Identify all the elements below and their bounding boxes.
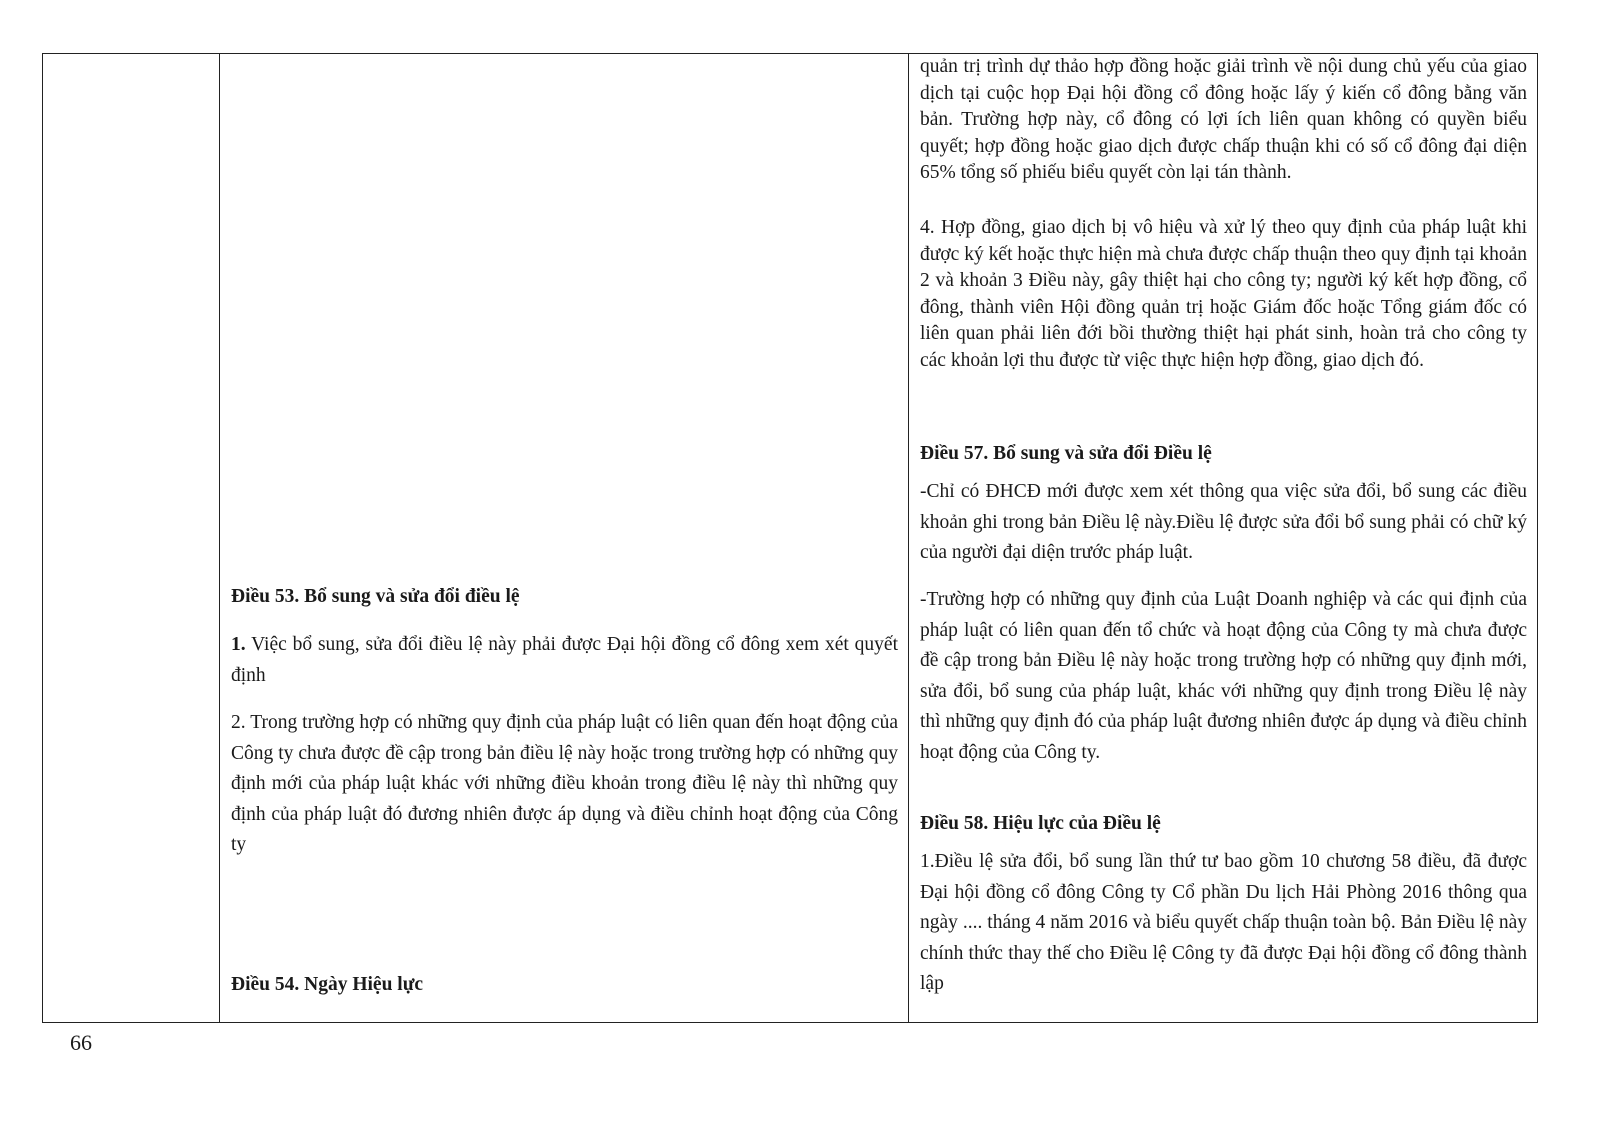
article-58-paragraph-1: 1.Điều lệ sửa đổi, bổ sung lần thứ tư bao gồm 10 chương 58 điều, đã được Đại hội đồng cổ đông Công ty Cổ phần Du lịch Hải Phòng 2016 thông qua ngày .... tháng 4 năm 2016 và biểu quyết chấp thuận toàn bộ. Bản Điều lệ này chính thức thay thế cho Điều lệ Công ty đã được Đại hội đồng cổ đông thành lập — [920, 851, 1527, 994]
continued-paragraph-3: quản trị trình dự thảo hợp đồng hoặc giải trình về nội dung chủ yếu của giao dịch tại cuộc họp Đại hội đồng cổ đông hoặc lấy ý kiến cổ đông bằng văn bản. Trường hợp này, cổ đông có lợi ích liên quan không có quyền biểu quyết; hợp đồng hoặc giao dịch được chấp thuận khi có số cổ đông đại diện 65% tổng số phiếu biểu quyết còn lại tán thành. — [920, 56, 1527, 183]
page-number: 66 — [70, 1030, 92, 1055]
left-column — [43, 54, 220, 1022]
article-53-paragraph-1 — [231, 630, 898, 691]
article-53-paragraph-2: 2. Trong trường hợp có những quy định của pháp luật có liên quan đến hoạt động của Công ty chưa được đề cập trong bản điều lệ này hoặc trong trường hợp có những quy định mới của pháp luật khác với những điều khoản trong điều lệ này thì những quy định của pháp luật đó đương nhiên được áp dụng và điều chỉnh hoạt động của Công ty — [231, 712, 898, 855]
article-58-title: Điều 58. Hiệu lực của Điều lệ — [920, 813, 1161, 834]
article-53-title: Điều 53. Bổ sung và sửa đổi điều lệ — [231, 586, 520, 607]
article-57-title: Điều 57. Bổ sung và sửa đổi Điều lệ — [920, 443, 1212, 464]
comparison-table — [42, 53, 1538, 1023]
article-53-paragraph-1-text: Việc bổ sung, sửa đổi điều lệ này phải được Đại hội đồng cổ đông xem xét quyết định — [231, 634, 898, 686]
article-57-paragraph-1: -Chỉ có ĐHCĐ mới được xem xét thông qua việc sửa đổi, bổ sung các điều khoản ghi trong bản Điều lệ này.Điều lệ được sửa đổi bổ sung phải có chữ ký của người đại diện trước pháp luật. — [920, 481, 1527, 563]
right-column — [909, 54, 1537, 1022]
article-53-paragraph-1-number: 1. — [231, 634, 246, 655]
article-54-title: Điều 54. Ngày Hiệu lực — [231, 974, 424, 995]
article-57-paragraph-2: -Trường hợp có những quy định của Luật Doanh nghiệp và các qui định của pháp luật có liên quan đến tổ chức và hoạt động của Công ty mà chưa được đề cập trong bản Điều lệ này hoặc trong trường hợp có những quy định mới, sửa đổi, bổ sung của pháp luật, khác với những quy định trong Điều lệ này thì những quy định đó của pháp luật đương nhiên được áp dụng và điều chỉnh hoạt động của Công ty. — [920, 589, 1527, 763]
middle-column — [220, 54, 909, 1022]
paragraph-4: 4. Hợp đồng, giao dịch bị vô hiệu và xử lý theo quy định của pháp luật khi được ký kết hoặc thực hiện mà chưa được chấp thuận theo quy định tại khoản 2 và khoản 3 Điều này, gây thiệt hại cho công ty; người ký kết hợp đồng, cổ đông, thành viên Hội đồng quản trị hoặc Giám đốc hoặc Tổng giám đốc có liên quan phải liên đới bồi thường thiệt hại phát sinh, hoàn trả cho công ty các khoản lợi thu được từ việc thực hiện hợp đồng, giao dịch đó. — [920, 217, 1527, 371]
